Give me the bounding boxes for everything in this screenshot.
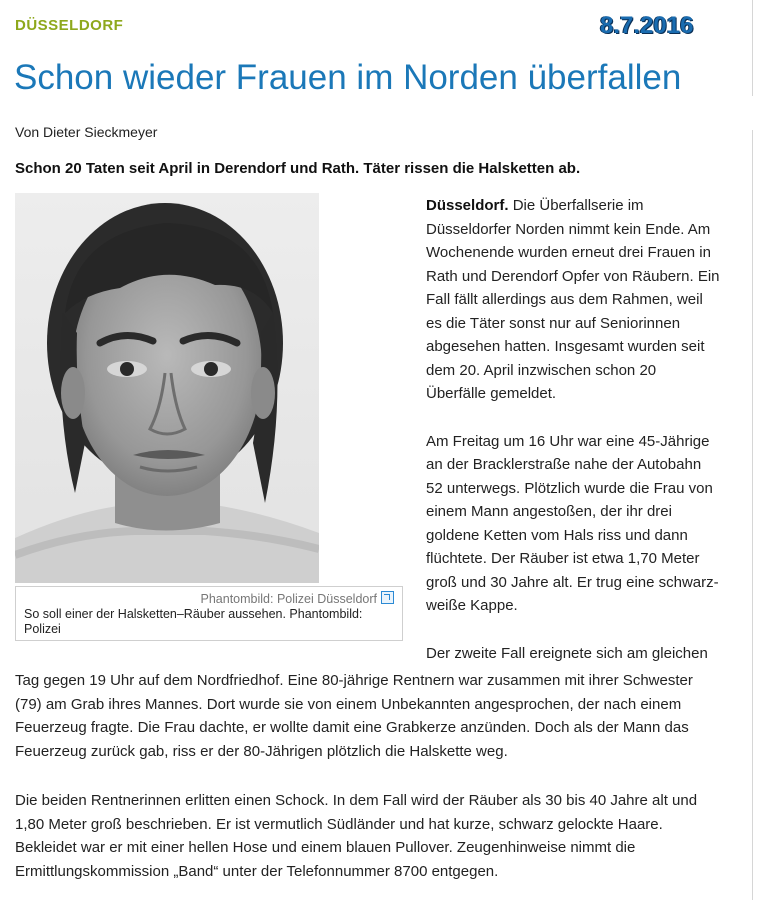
dateline: Düsseldorf. xyxy=(426,197,509,214)
face-sketch-illustration xyxy=(15,193,319,583)
paragraph-4: Die beiden Rentnerinnen erlitten einen Schock. In dem Fall wird der Räuber als 30 bis 40 Jahre alt und 1,80 Meter groß beschrieben. Er ist vermutlich Südländer und hat kurze, schwarz gelockte Haare. Bekleidet war er mit einer hellen Hose und einem blauen Pullover. Zeugenhinweise nimmt die Ermittlungskommission „Band“ unter der Telefonnummer 8700 entgegen. xyxy=(15,792,698,880)
page-edge-divider xyxy=(752,130,753,900)
paragraph-3-continued: Tag gegen 19 Uhr auf dem Nordfriedhof. Eine 80-jährige Rentnern war zusammen mit ihrer Schwester (79) am Grab ihres Mannes. Dort wurde sie von einem Unbekannten angesprochen, der nach einem Feuerzeug fragte. Die Frau dachte, er wollte damit eine Grabkerze anzünden. Doch als der Mann das Feuerzeug zurück gab, riss er der 80-Jährigen plötzlich die Halskette weg. xyxy=(15,672,693,760)
enlarge-icon[interactable] xyxy=(381,591,394,604)
date-stamp: 8.7.2016 xyxy=(600,12,694,39)
byline: Von Dieter Sieckmeyer xyxy=(15,124,158,140)
caption-text-line-2: Polizei xyxy=(24,622,61,636)
page-edge-divider xyxy=(752,0,753,96)
phantom-sketch-image[interactable] xyxy=(15,193,319,583)
photo-caption xyxy=(15,586,403,641)
article-headline: Schon wieder Frauen im Norden überfallen xyxy=(14,58,682,97)
photo-credit-text: Phantombild: Polizei Düsseldorf xyxy=(200,592,377,606)
paragraph-3-start: Der zweite Fall ereignete sich am gleichen xyxy=(426,644,708,662)
photo-credit xyxy=(24,591,394,607)
paragraph-2: Am Freitag um 16 Uhr war eine 45-Jährige an der Bracklerstraße nahe der Autobahn 52 unterwegs. Plötzlich wurde die Frau von einem Mann angestoßen, der ihr drei goldene Ketten vom Hals riss und dann flüchtete. Der Räuber ist etwa 1,70 Meter groß und 30 Jahre alt. Er trug eine schwarz- weiße Kappe. xyxy=(426,432,719,614)
article-teaser: Schon 20 Taten seit April in Derendorf und Rath. Täter rissen die Halsketten ab. xyxy=(15,160,581,177)
caption-text-line-1: So soll einer der Halsketten–Räuber aussehen. Phantombild: xyxy=(24,607,363,621)
article-column xyxy=(426,194,732,689)
paragraph-1: Düsseldorf. Die Überfallserie im Düsseldorfer Norden nimmt kein Ende. Am Wochenende wurden erneut drei Frauen in Rath und Derendorf Opfer von Räubern. Ein Fall fällt allerdings aus dem Rahmen, weil es die Täter sonst nur auf Seniorinnen abgesehen hatten. Insgesamt wurden seit dem 20. April inzwischen schon 20 Überfälle gemeldet. xyxy=(426,197,720,402)
section-kicker: DÜSSELDORF xyxy=(15,17,124,34)
